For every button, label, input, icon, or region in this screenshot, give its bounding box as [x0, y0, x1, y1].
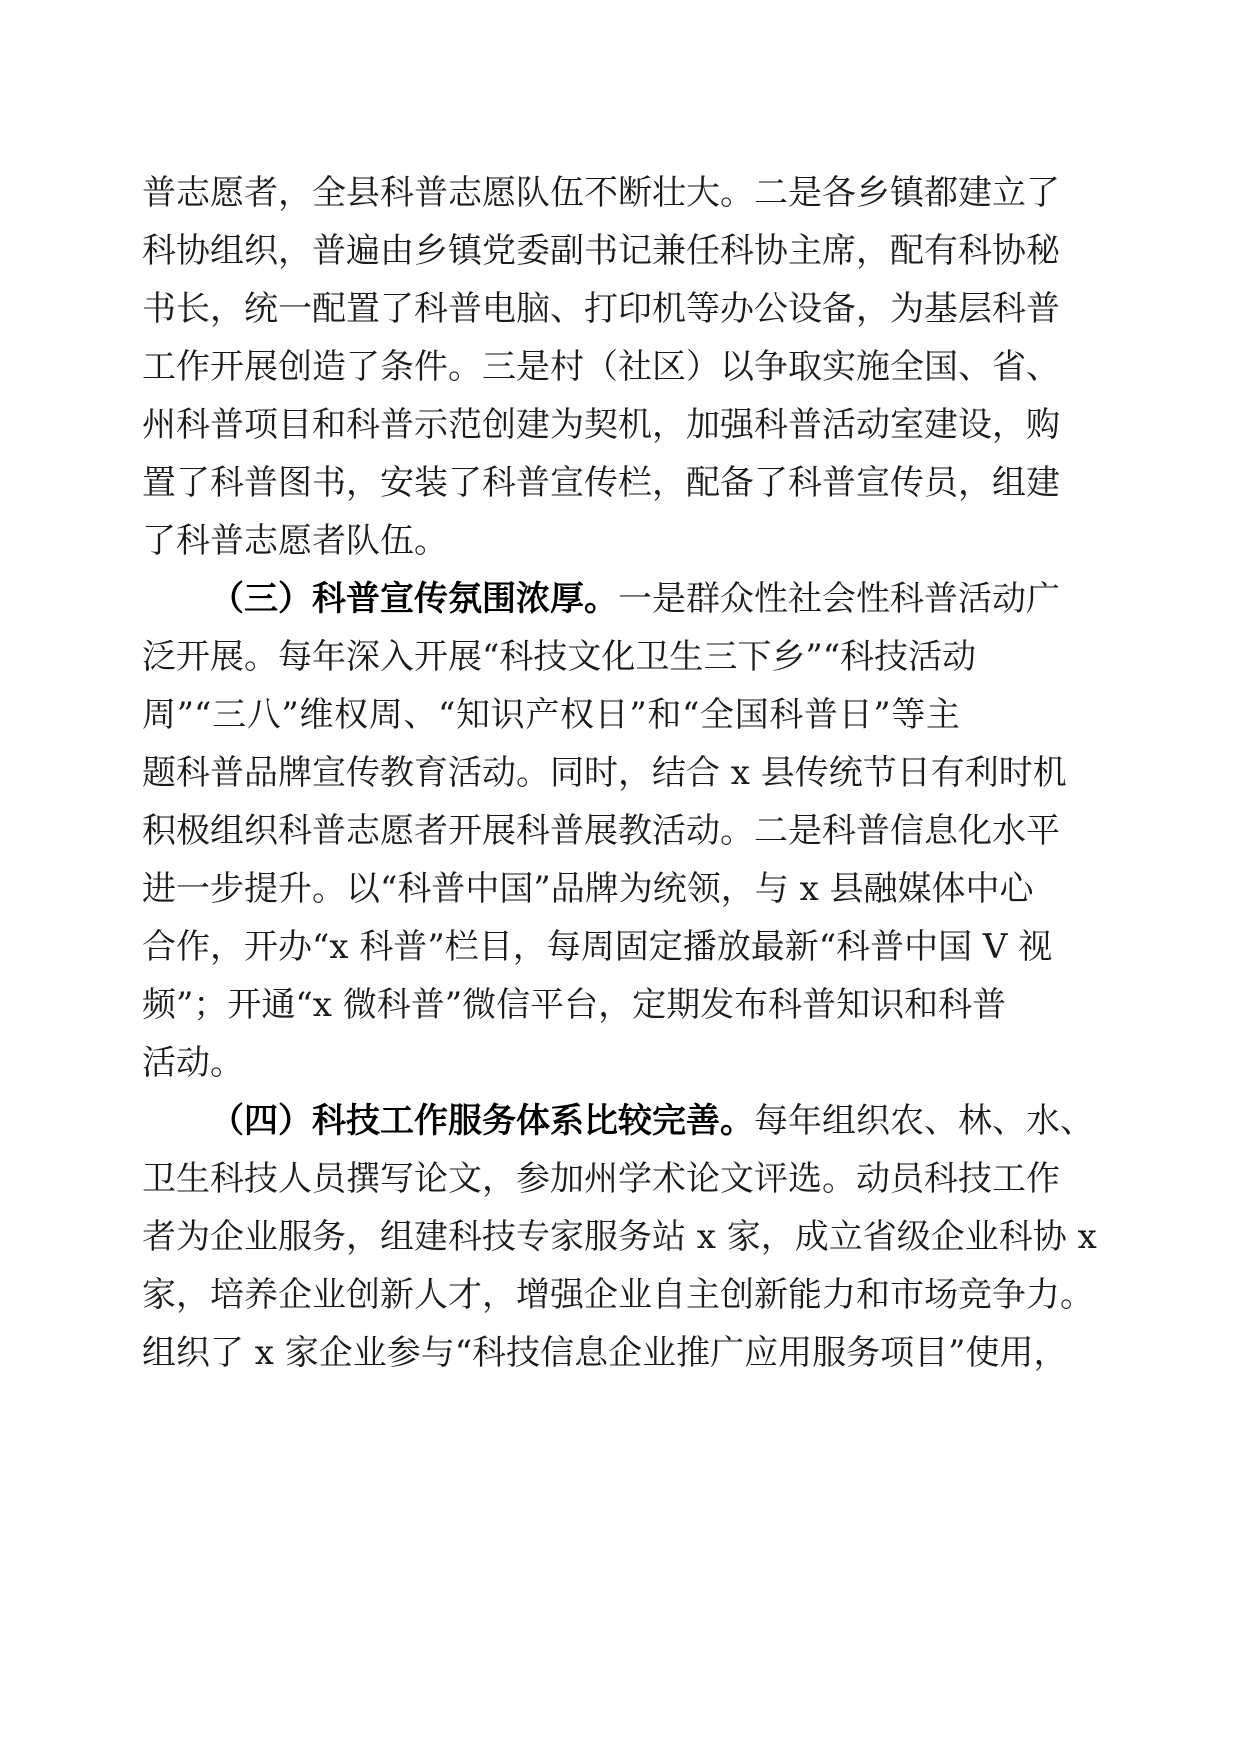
body-text-line: 泛开展。每年深入开展“科技文化卫生三下乡”“科技活动 — [142, 637, 977, 677]
paragraph-first-line — [210, 574, 1060, 624]
body-text-line: 周”“三八”维权周、“知识产权日”和“全国科普日”等主 — [142, 695, 960, 735]
body-text-line: 了科普志愿者队伍。 — [142, 521, 448, 561]
body-text-line: 置了科普图书，安装了科普宣传栏，配备了科普宣传员，组建 — [142, 463, 1060, 503]
body-text-line: 科协组织，普遍由乡镇党委副书记兼任科协主席，配有科协秘 — [142, 231, 1060, 271]
body-text-line: 活动。 — [142, 1043, 244, 1083]
paragraph-first-line — [210, 1096, 1094, 1146]
body-text-line: 普志愿者，全县科普志愿队伍不断壮大。二是各乡镇都建立了 — [142, 173, 1060, 213]
body-text-line: 家，培养企业创新人才，增强企业自主创新能力和市场竞争力。 — [142, 1275, 1094, 1315]
section-heading: （三）科普宣传氛围浓厚。 — [210, 579, 618, 619]
body-text-line: 卫生科技人员撰写论文，参加州学术论文评选。动员科技工作 — [142, 1159, 1060, 1199]
body-text-line: 州科普项目和科普示范创建为契机，加强科普活动室建设，购 — [142, 405, 1060, 445]
body-text-line: 积极组织科普志愿者开展科普展教活动。二是科普信息化水平 — [142, 811, 1060, 851]
body-text-line: 合作，开办“x 科普”栏目，每周固定播放最新“科普中国 V 视 — [142, 927, 1053, 967]
section-heading: （四）科技工作服务体系比较完善。 — [210, 1101, 754, 1141]
body-text: 一是群众性社会性科普活动广 — [618, 579, 1060, 619]
body-text-line: 进一步提升。以“科普中国”品牌为统领，与 x 县融媒体中心 — [142, 869, 1034, 909]
body-text-line: 频”；开通“x 微科普”微信平台，定期发布科普知识和科普 — [142, 985, 1007, 1025]
body-text-line: 者为企业服务，组建科技专家服务站 x 家，成立省级企业科协 x — [142, 1217, 1097, 1257]
body-text: 每年组织农、林、水、 — [754, 1101, 1094, 1141]
body-text-line: 题科普品牌宣传教育活动。同时，结合 x 县传统节日有利时机 — [142, 753, 1067, 793]
body-text-line: 组织了 x 家企业参与“科技信息企业推广应用服务项目”使用， — [142, 1333, 1068, 1373]
body-text-line: 书长，统一配置了科普电脑、打印机等办公设备，为基层科普 — [142, 289, 1060, 329]
body-text-line: 工作开展创造了条件。三是村（社区）以争取实施全国、省、 — [142, 347, 1060, 387]
